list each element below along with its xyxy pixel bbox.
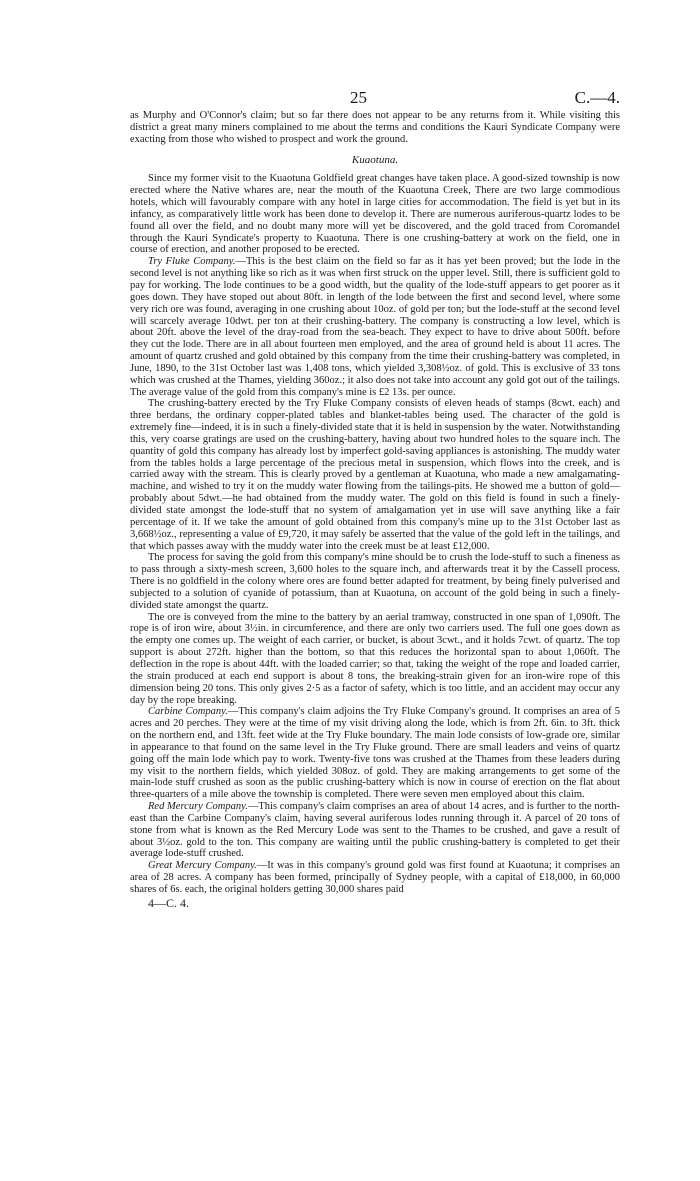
paragraph-text: —It was in this company's ground gold was first found at Kuaotuna; it comprises an area of 28 acres. A company has been formed, principally of Sydney people, with a capital of £18,000, in 60,000 shares of 6s. each, the original holders getting 30,000 shares paid [130, 860, 620, 895]
paragraph [130, 256, 620, 398]
paragraph-text: The process for saving the gold from this company's mine should be to crush the lode-stuff to such a fineness as to pass through a sixty-mesh screen, 3,600 holes to the square inch, and afterwards treat it by the Cassell process. There is no goldfield in the colony where ores are found better adapted for treatment, by being finely pulverised and subjected to a solution of cyanide of potassium, than at Kuaotuna, on account of the gold being in such a finely-divided state amongst the quartz. [130, 552, 620, 611]
section-code: C.—4. [574, 88, 620, 107]
signature-mark: 4—C. 4. [148, 895, 190, 910]
company-name: Carbine Company. [148, 706, 228, 718]
company-name: Great Mercury Company. [148, 860, 257, 872]
paragraph-text: —This is the best claim on the field so far as it has yet been proved; but the lode in the second level is not anything like so rich as it was when first struck on the upper level. Still, there is sufficient gold to pay for working. The lode continues to be a good width, but the quality of the lode-stuff appears to get poorer as it goes down. They have stoped out about 80ft. in length of the lode between the first and second level, where some very rich ore was found, averaging in one crushing about 10oz. of gold per ton; but the lode-stuff at the second level will scarcely average 10dwt. per ton at their crushing-battery. The company is constructing a low level, which is about 20ft. above the level of the dray-road from the sea-beach. They expect to have to drive about 500ft. before they cut the lode. There are in all about fourteen men employed, and the area of ground held is about 11 acres. The amount of quartz crushed and gold obtained by this company from the time their crushing-battery was completed, in June, 1890, to the 31st October last was 1,408 tons, which yielded 3,308½oz. of gold. This is exclusive of 33 tons which was crushed at the Thames, yielding 360oz.; it also does not take into account any gold got out of the tailings. The average value of the gold from this company's mine is £2 13s. per ounce. [130, 256, 620, 398]
paragraph [130, 552, 620, 611]
body-text [130, 110, 620, 910]
paragraph [130, 801, 620, 860]
page-header [130, 88, 620, 110]
paragraph [130, 173, 620, 256]
intro-paragraph: as Murphy and O'Connor's claim; but so far there does not appear to be any returns from it. While visiting this district a great many miners complained to me about the terms and conditions the Kauri Syndicate Company were exacting from those who wished to prospect and work the ground. [130, 110, 620, 145]
paragraph [130, 398, 620, 552]
page-number: 25 [350, 88, 367, 107]
paragraph-text: The ore is conveyed from the mine to the battery by an aerial tramway, constructed in one span of 1,090ft. The rope is of iron wire, about 3½in. in circumference, and there are only two carriers used. The full one goes down as the empty one comes up. The weight of each carrier, or bucket, is about 3cwt., and it holds 7cwt. of quartz. The top support is about 272ft. higher than the bottom, so that this reduces the horizontal span to about 1,060ft. The deflection in the rope is about 44ft. with the loaded carrier; so that, taking the weight of the rope and loaded carrier, the strain produced at each end support is about 8 tons, the breaking-strain given for an iron-wire rope of this dimension being 20 tons. This only gives 2·5 as a factor of safety, which is too little, and an accident may occur any day by the rope breaking. [130, 611, 620, 706]
paragraph-text: The crushing-battery erected by the Try Fluke Company consists of eleven heads of stamps (8cwt. each) and three berdans, the ordinary copper-plated tables and blanket-tables being used. The character of the gold is extremely fine—indeed, it is in such a finely-divided state that it is held in suspension by the water. Notwithstanding this, very coarse gratings are used on the crushing-battery, having about two hundred holes to the square inch. The quantity of gold this company has already lost by imperfect gold-saving appliances is astonishing. The muddy water from the tables holds a large percentage of the precious metal in suspension, which flows into the creek, and is carried away with the stream. This is clearly proved by a gentleman at Kuaotuna, who made a new amalgamating-machine, and wished to try it on the muddy water flowing from the tailings-pits. He showed me a button of gold—probably about 5dwt.—he had obtained from the muddy water. The gold on this field is found in such a finely-divided state amongst the lode-stuff that no system of amalgamation yet in use will save anything like a fair percentage of it. If we take the amount of gold obtained from this company's mine up to the 31st October last as 3,668½oz., representing a value of £9,720, it may safely be asserted that the value of the gold left in the tailings, and that which passes away with the muddy water into the creek must be at least £12,000. [130, 398, 620, 552]
paragraph-text: Since my former visit to the Kuaotuna Goldfield great changes have taken place. A good-sized township is now erected where the Native whares are, near the mouth of the Kuaotuna Creek, There are two large commodious hotels, which will favourably compare with any hotel in large cities for accommodation. The field is yet but in its infancy, as comparatively little work has been done to develop it. There are numerous auriferous-quartz lodes to be found all over the field, and no doubt many more will yet be discovered, and the gold traced from Coromandel through the Kauri Syndicate's property to Kuaotuna. There is one crushing-battery at work on the field, one in course of erection, and another proposed to be erected. [130, 173, 620, 256]
paragraph [130, 612, 620, 707]
company-name: Try Fluke Company. [148, 256, 236, 268]
paragraph-text: —This company's claim adjoins the Try Fluke Company's ground. It comprises an area of 5 acres and 20 perches. They were at the time of my visit driving along the lode, which is from 2ft. 6in. to 3ft. thick on the northern end, and 13ft. feet wide at the Try Fluke boundary. The main lode consists of low-grade ore, similar in appearance to that found on the same level in the Try Fluke ground. There are small leaders and veins of quartz going off the main lode which pay to work. Twenty-five tons was crushed at the Thames from these leaders during my visit to the northern fields, which yielded 308oz. of gold. They are making arrangements to get some of the main-lode stuff crushed as soon as the public crushing-battery which is now in course of erection on the flat about three-quarters of a mile above the township is completed. There were seven men employed about this claim. [130, 706, 621, 801]
document-page [130, 88, 620, 910]
company-name: Red Mercury Company. [148, 801, 248, 813]
paragraph [130, 706, 620, 801]
section-heading: Kuaotuna. [351, 153, 399, 166]
paragraph [130, 860, 620, 896]
paragraph-text: —This company's claim comprises an area of about 14 acres, and is further to the north-east than the Carbine Company's claim, having several auriferous lodes running through it. A parcel of 20 tons of stone from what is known as the Red Mercury Lode was sent to the Thames to be crushed, and gave a result of about 3½oz. gold to the ton. This company are waiting until the public crushing-battery is completed to get their average lode-stuff crushed. [130, 801, 620, 860]
